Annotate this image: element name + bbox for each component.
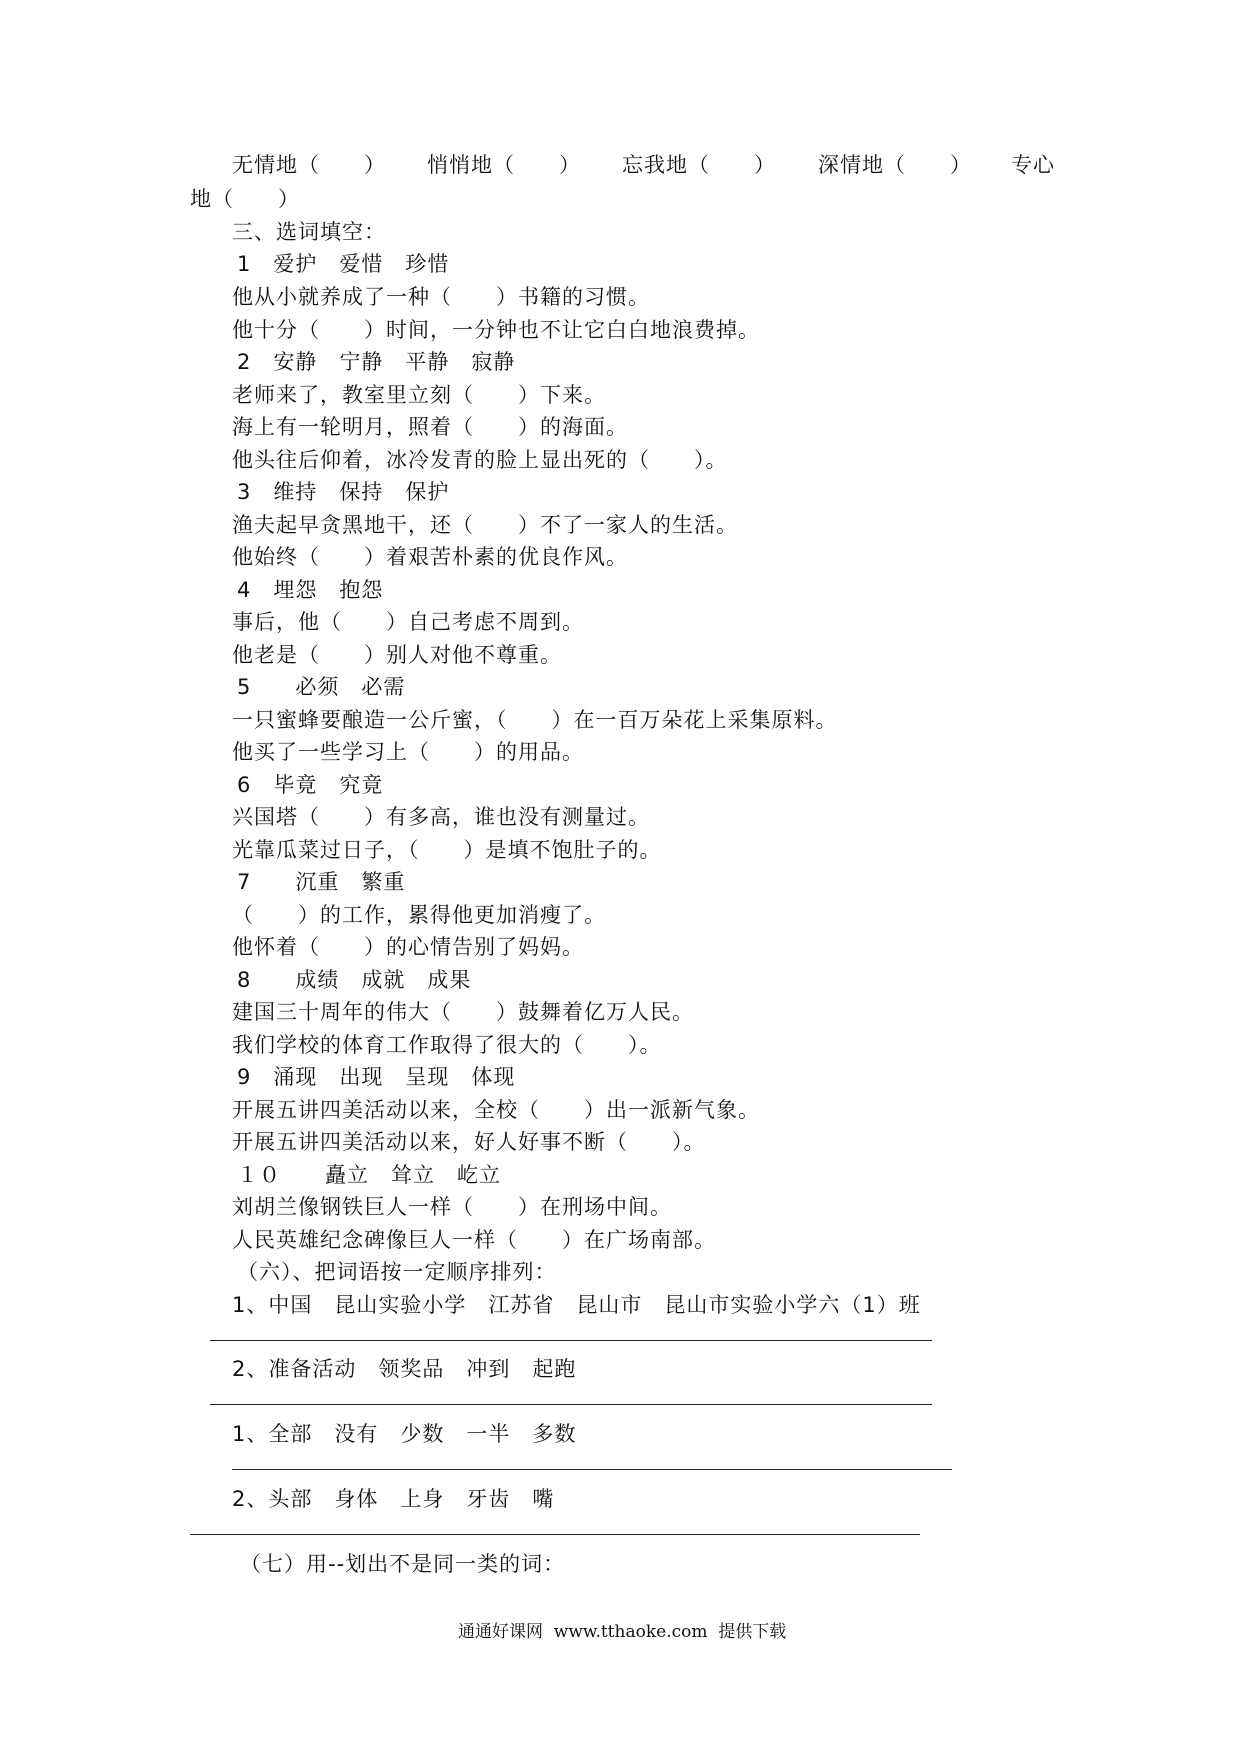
group-7-words: 7 沉重 繁重 xyxy=(237,870,406,894)
word-blank-5-end: 地（ ） xyxy=(190,187,300,211)
group-8-sentence-2: 我们学校的体育工作取得了很大的（ ）。 xyxy=(232,1033,662,1057)
group-4-sentence-1: 事后，他（ ）自己考虑不周到。 xyxy=(232,610,584,634)
section-3-title: 三、选词填空： xyxy=(232,220,386,244)
group-4-words: 4 埋怨 抱怨 xyxy=(237,578,384,602)
page-footer: 通通好课网 www.tthaoke.com 提供下载 xyxy=(458,1622,787,1642)
order-item-2: 2、准备活动 领奖品 冲到 起跑 xyxy=(232,1357,577,1381)
group-5-sentence-1: 一只蜜蜂要酿造一公斤蜜，（ ）在一百万朵花上采集原料。 xyxy=(232,708,838,732)
section-6-title: （六）、把词语按一定顺序排列： xyxy=(237,1260,557,1284)
answer-line-3 xyxy=(232,1469,952,1470)
word-blank-4: 深情地（ ） xyxy=(818,153,972,177)
group-8-sentence-1: 建国三十周年的伟大（ ）鼓舞着亿万人民。 xyxy=(232,1000,694,1024)
word-blank-1: 无情地（ ） xyxy=(232,153,386,177)
order-item-3: 1、全部 没有 少数 一半 多数 xyxy=(232,1422,577,1446)
answer-line-4 xyxy=(190,1534,920,1535)
group-3-sentence-2: 他始终（ ）着艰苦朴素的优良作风。 xyxy=(232,545,628,569)
group-7-sentence-2: 他怀着（ ）的心情告别了妈妈。 xyxy=(232,935,584,959)
group-6-sentence-2: 光靠瓜菜过日子，（ ）是填不饱肚子的。 xyxy=(232,838,662,862)
group-9-sentence-1: 开展五讲四美活动以来，全校（ ）出一派新气象。 xyxy=(232,1098,760,1122)
group-9-sentence-2: 开展五讲四美活动以来，好人好事不断（ ）。 xyxy=(232,1130,706,1154)
group-10-sentence-1: 刘胡兰像钢铁巨人一样（ ）在刑场中间。 xyxy=(232,1195,672,1219)
order-item-1: 1、中国 昆山实验小学 江苏省 昆山市 昆山市实验小学六（1）班 xyxy=(232,1293,921,1317)
group-9-words: 9 涌现 出现 呈现 体现 xyxy=(237,1065,516,1089)
group-5-words: 5 必须 必需 xyxy=(237,675,406,699)
group-6-words: 6 毕竟 究竟 xyxy=(237,773,384,797)
group-1-words: 1 爱护 爱惜 珍惜 xyxy=(237,252,450,276)
group-2-sentence-3: 他头往后仰着，冰冷发青的脸上显出死的（ ）。 xyxy=(232,448,728,472)
group-1-sentence-1: 他从小就养成了一种（ ）书籍的习惯。 xyxy=(232,285,650,309)
answer-line-2 xyxy=(210,1404,932,1405)
order-item-4: 2、头部 身体 上身 牙齿 嘴 xyxy=(232,1487,555,1511)
group-10-words: １０ 矗立 耸立 屹立 xyxy=(237,1163,501,1187)
section-7-title: （七）用--划出不是同一类的词： xyxy=(240,1552,566,1576)
group-2-sentence-2: 海上有一轮明月，照着（ ）的海面。 xyxy=(232,415,628,439)
group-2-sentence-1: 老师来了，教室里立刻（ ）下来。 xyxy=(232,383,606,407)
group-10-sentence-2: 人民英雄纪念碑像巨人一样（ ）在广场南部。 xyxy=(232,1228,716,1252)
group-3-sentence-1: 渔夫起早贪黑地干，还（ ）不了一家人的生活。 xyxy=(232,513,738,537)
group-3-words: 3 维持 保持 保护 xyxy=(237,480,450,504)
answer-line-1 xyxy=(210,1340,932,1341)
group-7-sentence-1: （ ）的工作，累得他更加消瘦了。 xyxy=(232,903,606,927)
word-blank-5-start: 专心 xyxy=(1011,153,1055,177)
group-6-sentence-1: 兴国塔（ ）有多高，谁也没有测量过。 xyxy=(232,805,650,829)
word-blank-2: 悄悄地（ ） xyxy=(427,153,581,177)
group-2-words: 2 安静 宁静 平静 寂静 xyxy=(237,350,516,374)
group-1-sentence-2: 他十分（ ）时间，一分钟也不让它白白地浪费掉。 xyxy=(232,318,760,342)
word-blank-3: 忘我地（ ） xyxy=(622,153,776,177)
group-5-sentence-2: 他买了一些学习上（ ）的用品。 xyxy=(232,740,584,764)
group-4-sentence-2: 他老是（ ）别人对他不尊重。 xyxy=(232,643,562,667)
group-8-words: 8 成绩 成就 成果 xyxy=(237,968,472,992)
